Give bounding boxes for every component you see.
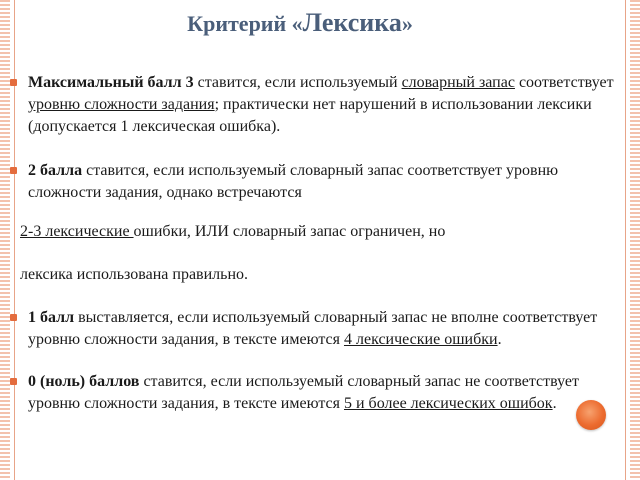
text-segment: соответствует <box>514 74 614 91</box>
text-segment: ошибки, ИЛИ словарный запас ограничен, но <box>133 223 446 240</box>
criterion-score-0 <box>8 371 620 415</box>
right-frame-line <box>625 0 626 480</box>
text-segment: . <box>497 331 502 348</box>
text-segment: . <box>552 395 557 412</box>
title-prefix: Критерий « <box>187 11 303 36</box>
score-label: 0 (ноль) баллов <box>28 373 140 390</box>
bullet-icon <box>10 378 17 385</box>
bullet-icon <box>10 167 17 174</box>
bullet-icon <box>10 314 17 321</box>
orange-circle-decoration <box>576 400 606 430</box>
text-segment: ставится, если используемый словарный запас соответствует уровню сложности задания, однако встречаются <box>28 162 559 201</box>
score-label: Максимальный балл 3 <box>28 74 194 91</box>
criterion-score-2 <box>8 160 620 204</box>
criterion-score-2-continuation <box>8 221 620 243</box>
text-segment: ставится, если используемый словарный запас не соответствует уровню сложности задания, в тексте имеются <box>28 373 580 412</box>
score-label: 1 балл <box>28 309 75 326</box>
title-suffix: » <box>401 11 413 36</box>
right-frame-decoration <box>630 0 640 480</box>
title-word: Лексика <box>302 8 402 37</box>
criterion-score-3 <box>8 72 620 138</box>
bullet-icon <box>10 79 17 86</box>
underlined-term: уровню сложности задания <box>28 96 215 113</box>
score-label: 2 балла <box>28 162 83 179</box>
underlined-term: 4 лексические ошибки <box>343 331 498 348</box>
underlined-term: словарный запас <box>401 74 515 91</box>
slide-title <box>0 8 640 38</box>
underlined-term: 5 и более лексических ошибок <box>343 395 553 412</box>
text-segment: лексика использована правильно. <box>20 266 249 283</box>
slide-content <box>8 72 620 415</box>
underlined-term: 2-3 лексические <box>20 223 134 240</box>
criterion-score-2-continuation-2 <box>8 264 620 286</box>
text-segment: ; практически нет нарушений в использовании лексики (допускается 1 лексическая ошибка). <box>28 96 592 135</box>
text-segment: ставится, если используемый <box>193 74 402 91</box>
criterion-score-1 <box>8 307 620 351</box>
text-segment: выставляется, если используемый словарный запас не вполне соответствует уровню сложности задания, в тексте имеются <box>28 309 598 348</box>
